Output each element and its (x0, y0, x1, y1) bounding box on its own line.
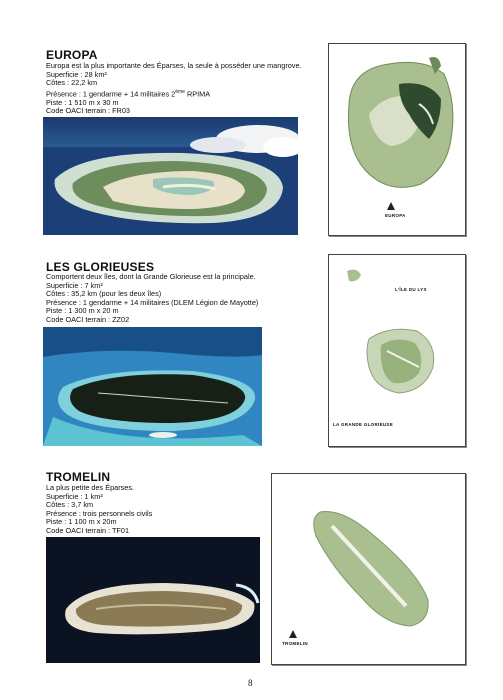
code-oaci: Code OACI terrain : TF01 (46, 525, 130, 535)
map-label-tromelin: TROMELIN (282, 641, 308, 646)
map-label-ile-du-lys: L'ÎLE DU LYS (395, 287, 427, 292)
piste: Piste : 1 510 m x 30 m (46, 97, 119, 107)
superficie: Superficie : 1 km² (46, 491, 103, 501)
presence: Présence : trois personnels civils (46, 508, 153, 518)
superficie: Superficie : 7 km² (46, 280, 103, 290)
cotes: Côtes : 35,2 km (pour les deux îles) (46, 289, 162, 299)
section-info-tromelin (46, 484, 152, 536)
description: Comportent deux îles, dont la Grande Glorieuse est la principale. (46, 272, 256, 281)
code-oaci: Code OACI terrain : FR03 (46, 106, 130, 116)
map-label-grande-glorieuse: LA GRANDE GLORIEUSE (333, 422, 394, 427)
section-title-glorieuses: LES GLORIEUSES (46, 260, 155, 274)
cotes: Côtes : 3,7 km (46, 500, 94, 510)
section-info-glorieuses (46, 273, 258, 325)
code-oaci: Code OACI terrain : ZZ02 (46, 314, 130, 324)
superficie: Superficie : 28 km² (46, 69, 107, 79)
photo-tromelin (46, 537, 260, 663)
map-europa (328, 43, 466, 236)
photo-europa (43, 117, 298, 235)
piste: Piste : 1 100 m x 20m (46, 517, 117, 527)
cotes: Côtes : 22,2 km (46, 78, 98, 88)
piste: Piste : 1 300 m x 20 m (46, 306, 119, 316)
section-info-europa (46, 62, 302, 116)
map-glorieuses (328, 254, 466, 447)
presence: Présence : 1 gendarme + 14 militaires (DLEM Légion de Mayotte) (46, 297, 259, 307)
page-number: 8 (248, 678, 253, 688)
photo-glorieuses (43, 327, 262, 446)
description: La plus petite des Éparses. (46, 483, 135, 492)
description: Europa est la plus importante des Éparses, la seule à posséder une mangrove. (46, 61, 302, 70)
map-tromelin (271, 473, 466, 665)
section-title-europa: EUROPA (46, 48, 98, 62)
presence: Présence : 1 gendarme + 14 militaires 2ème RPIMA (46, 88, 211, 99)
map-label-europa: EUROPA (385, 213, 406, 218)
section-title-tromelin: TROMELIN (46, 470, 111, 484)
